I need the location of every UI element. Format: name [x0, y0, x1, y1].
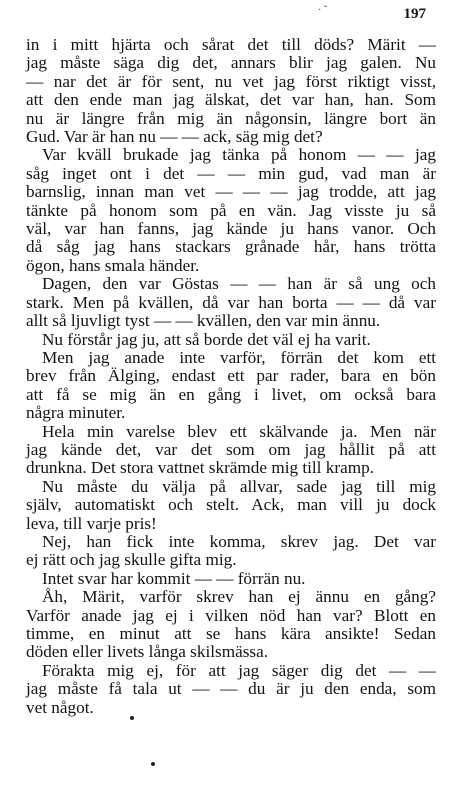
paragraph — [26, 349, 436, 423]
text-line: Varför anade jag ej i vilken nöd han var? Blott en — [26, 605, 436, 625]
paragraph — [26, 662, 436, 717]
paragraph — [26, 533, 436, 570]
text-line: själv, automatiskt och stelt. Ack, man vill ju dock — [26, 495, 436, 515]
body-text — [26, 36, 436, 717]
paragraph — [26, 331, 436, 349]
text-line: barnslig, innan man vet — — — jag trodde, att jag — [26, 182, 436, 202]
text-line: timme, en minut att se hans kära ansikte! Sedan — [26, 624, 436, 643]
text-line: jag måste få tala ut — — du är ju den enda, som — [26, 679, 436, 699]
text-line: Nej, han fick inte komma, skrev jag. Det var — [42, 531, 436, 551]
text-line: ej rätt och jag skulle gifta mig. — [26, 550, 237, 570]
text-line: Nu måste du välja på allvar, sade jag till mig — [42, 476, 436, 496]
text-line: drunkna. Det stora vattnet skrämde mig till kramp. — [26, 458, 374, 478]
print-speck — [151, 762, 155, 766]
print-speck — [130, 716, 134, 720]
text-line: ögon, hans smala händer. — [26, 255, 200, 275]
text-line: in i mitt hjärta och sårat det till döds? Märit — — [26, 35, 436, 54]
paragraph — [26, 36, 436, 146]
paragraph — [26, 275, 436, 330]
text-line: brev från Älging, endast ett par rader, bara en bön — [26, 366, 436, 386]
text-line: att få se mig än en gång i livet, om också bara — [26, 384, 436, 404]
text-line: Dagen, den var Göstas — — han är så ung och — [42, 274, 436, 294]
text-line: Hela min varelse blev ett skälvande ja. Men när — [42, 421, 436, 441]
text-line: väl, var han fanns, jag kände ju hans vanor. Och — [26, 219, 436, 239]
text-line: jag kände det, var det som om jag hållit på att — [26, 439, 436, 459]
paragraph — [26, 478, 436, 533]
text-line: tänkte på honom som på en vän. Jag visste ju så — [26, 200, 436, 220]
text-line: såg inget ont i det — — min gud, vad man är — [26, 163, 436, 183]
text-line: Men jag anade inte varför, förrän det kom ett — [42, 347, 436, 367]
text-line: — nar det är för sent, nu vet jag först riktigt visst, — [26, 71, 436, 91]
text-line: vet något. — [26, 697, 94, 717]
paragraph — [26, 570, 436, 588]
text-line: Åh, Märit, varför skrev han ej ännu en gång? — [42, 587, 436, 607]
page-number: 197 — [403, 6, 426, 22]
text-line: några minuter. — [26, 403, 126, 423]
paragraph — [26, 146, 436, 275]
text-line: Förakta mig ej, för att jag säger dig det — — — [42, 660, 436, 680]
text-line: Nu förstår jag ju, att så borde det väl ej ha varit. — [42, 329, 371, 349]
text-line: att den ende man jag älskat, det var han, han. Som — [26, 90, 436, 110]
text-line: döden eller livets långa skilsmässa. — [26, 642, 269, 662]
text-line: Gud. Var är han nu — — ack, säg mig det? — [26, 127, 323, 147]
header-mark: · ˇ — [318, 5, 328, 16]
text-line: leva, till varje pris! — [26, 513, 157, 533]
paragraph — [26, 423, 436, 478]
text-line: Var kväll brukade jag tänka på honom — — jag — [42, 145, 436, 165]
text-line: Intet svar har kommit — — förrän nu. — [42, 568, 306, 588]
text-line: allt så ljuvligt tyst — — kvällen, den var min ännu. — [26, 311, 381, 331]
paragraph — [26, 588, 436, 662]
text-line: stark. Men på kvällen, då var han borta — — då var — [26, 292, 436, 312]
text-line: jag måste säga dig det, annars blir jag galen. Nu — [26, 53, 436, 73]
text-line: nu är längre från mig än någonsin, längre bort än — [26, 108, 436, 128]
text-line: då såg jag hans stackars grånade hår, hans trötta — [26, 237, 436, 257]
